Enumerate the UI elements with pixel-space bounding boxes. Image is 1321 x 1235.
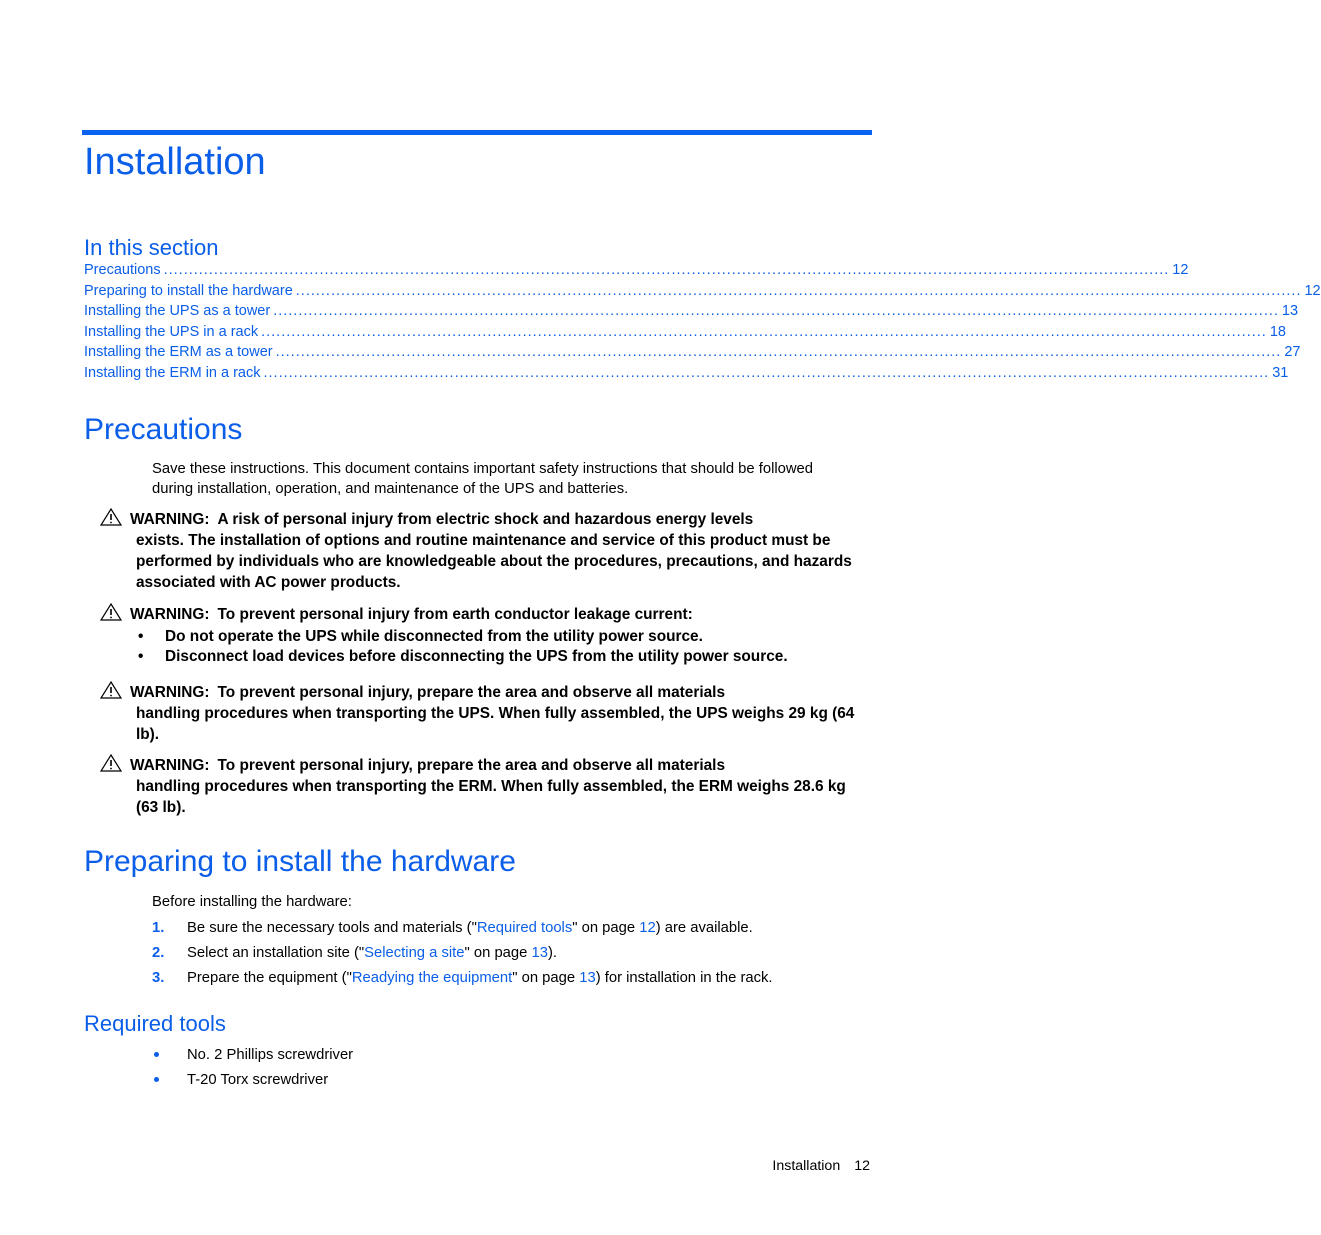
step-item — [152, 943, 852, 968]
step-item — [152, 968, 852, 993]
list-item-text: T-20 Torx screwdriver — [187, 1072, 329, 1088]
warning-text: To prevent personal injury from earth conductor leakage current: — [217, 606, 693, 623]
toc-entry[interactable] — [84, 282, 1321, 304]
toc-leader-dots: ........................................................................................................................................................................................................ — [163, 262, 1170, 278]
footer-section: Installation — [772, 1158, 841, 1174]
toc-entry-page[interactable]: 13 — [1281, 303, 1299, 320]
step-item — [152, 918, 852, 943]
preparing-heading: Preparing to install the hardware — [84, 845, 516, 878]
warning-label: WARNING: — [130, 684, 210, 701]
warning-block — [100, 681, 870, 745]
list-item — [152, 1045, 652, 1070]
warning-block — [100, 754, 870, 818]
list-item — [152, 1070, 652, 1095]
step-text: Be sure the necessary tools and materials (" — [187, 920, 477, 936]
warning-text: To prevent personal injury, prepare the area and observe all materials — [217, 757, 726, 774]
list-item-text: Do not operate the UPS while disconnected from the utility power source. — [165, 628, 703, 645]
step-text: Prepare the equipment (" — [187, 970, 352, 986]
chapter-title: Installation — [84, 141, 266, 183]
list-item-text: No. 2 Phillips screwdriver — [187, 1047, 354, 1063]
warning-triangle-icon — [100, 603, 122, 621]
warning-triangle-icon — [100, 754, 122, 772]
toc-entry-label[interactable]: Precautions — [84, 262, 161, 278]
footer-page-number: 12 — [854, 1158, 870, 1174]
bullet-dot-icon — [154, 1052, 159, 1057]
toc-entry-label[interactable]: Installing the ERM in a rack — [84, 364, 261, 381]
step-text: ). — [547, 945, 557, 961]
list-item — [138, 647, 870, 667]
steps-list — [152, 918, 852, 993]
list-item-text: Disconnect load devices before disconnecting the UPS from the utility power source. — [165, 647, 788, 665]
toc-entry-page[interactable]: 12 — [1304, 282, 1321, 299]
toc-leader-dots: ........................................................................................................................................................................................................ — [273, 303, 1279, 320]
toc-entry[interactable] — [84, 344, 1301, 365]
warning-label: WARNING: — [130, 606, 210, 623]
step-text: " on page — [572, 920, 640, 936]
toc-entry[interactable] — [84, 262, 1189, 283]
step-number: 1. — [152, 920, 165, 936]
warning-text-cont: exists. The installation of options and routine maintenance and service of this product must be performed by individuals who are knowledgeable about the procedures, precautions, and hazards associated with AC power products. — [136, 532, 852, 591]
list-item — [138, 627, 870, 647]
bullet-dot-icon: • — [138, 628, 144, 645]
toc-entry-label[interactable]: Installing the UPS as a tower — [84, 303, 271, 320]
page-link[interactable]: 13 — [579, 970, 596, 986]
toc-entry-label[interactable]: Installing the ERM as a tower — [84, 344, 273, 361]
step-text: ) are available. — [655, 920, 753, 936]
preparing-intro: Before installing the hardware: — [152, 894, 352, 910]
toc-leader-dots: ........................................................................................................................................................................................................ — [263, 364, 1270, 381]
page-footer — [772, 1158, 870, 1174]
warning-triangle-icon — [100, 681, 122, 699]
toc-entry[interactable] — [84, 303, 1299, 324]
warning-text: A risk of personal injury from electric shock and hazardous energy levels — [217, 511, 754, 528]
page-link[interactable]: 12 — [639, 920, 656, 936]
step-text: Select an installation site (" — [187, 945, 365, 961]
step-text: ) for installation in the rack. — [595, 970, 773, 986]
step-text: " on page — [512, 970, 580, 986]
warning-triangle-icon — [100, 508, 122, 526]
toc-entry-page[interactable]: 18 — [1269, 323, 1286, 340]
in-this-section-heading: In this section — [84, 235, 219, 260]
toc-leader-dots: ........................................................................................................................................................................................................ — [275, 344, 1282, 361]
readying-equipment-link[interactable]: Readying the equipment — [351, 970, 513, 986]
warning-block — [100, 603, 870, 666]
step-number: 3. — [152, 970, 165, 986]
required-tools-heading: Required tools — [84, 1011, 226, 1036]
warning-label: WARNING: — [130, 511, 210, 528]
warning-text: To prevent personal injury, prepare the area and observe all materials — [217, 684, 726, 701]
toc-leader-dots: ........................................................................................................................................................................................................ — [261, 323, 1267, 340]
warning-block — [100, 508, 870, 593]
toc-entry-page[interactable]: 31 — [1272, 364, 1289, 381]
step-text: " on page — [464, 945, 532, 961]
bullet-dot-icon: • — [138, 647, 144, 665]
warning-bullet-list — [100, 627, 870, 666]
tools-list — [152, 1045, 652, 1095]
step-number: 2. — [152, 945, 165, 961]
required-tools-link[interactable]: Required tools — [476, 920, 573, 936]
precautions-heading: Precautions — [84, 413, 243, 446]
page-link[interactable]: 13 — [531, 945, 548, 961]
toc-entry-label[interactable]: Installing the UPS in a rack — [84, 323, 259, 340]
chapter-top-rule — [82, 130, 872, 135]
toc-entry-label[interactable]: Preparing to install the hardware — [84, 282, 293, 299]
precautions-intro: Save these instructions. This document contains important safety instructions that should be followed during installation, operation, and maintenance of the UPS and batteries. — [152, 461, 814, 497]
selecting-site-link[interactable]: Selecting a site — [364, 945, 465, 961]
section-toc — [84, 262, 1321, 386]
warning-label: WARNING: — [130, 757, 210, 774]
toc-leader-dots: ........................................................................................................................................................................................................ — [295, 282, 1302, 299]
toc-entry-page[interactable]: 27 — [1284, 344, 1301, 361]
toc-entry[interactable] — [84, 364, 1289, 386]
bullet-dot-icon — [154, 1077, 159, 1082]
warning-text-cont: handling procedures when transporting the ERM. When fully assembled, the ERM weighs 28.6 kg (63 lb). — [136, 778, 846, 816]
warning-text-cont: handling procedures when transporting the UPS. When fully assembled, the UPS weighs 29 kg (64 lb). — [136, 705, 855, 743]
toc-entry-page[interactable]: 12 — [1172, 262, 1189, 278]
toc-entry[interactable] — [84, 323, 1286, 345]
